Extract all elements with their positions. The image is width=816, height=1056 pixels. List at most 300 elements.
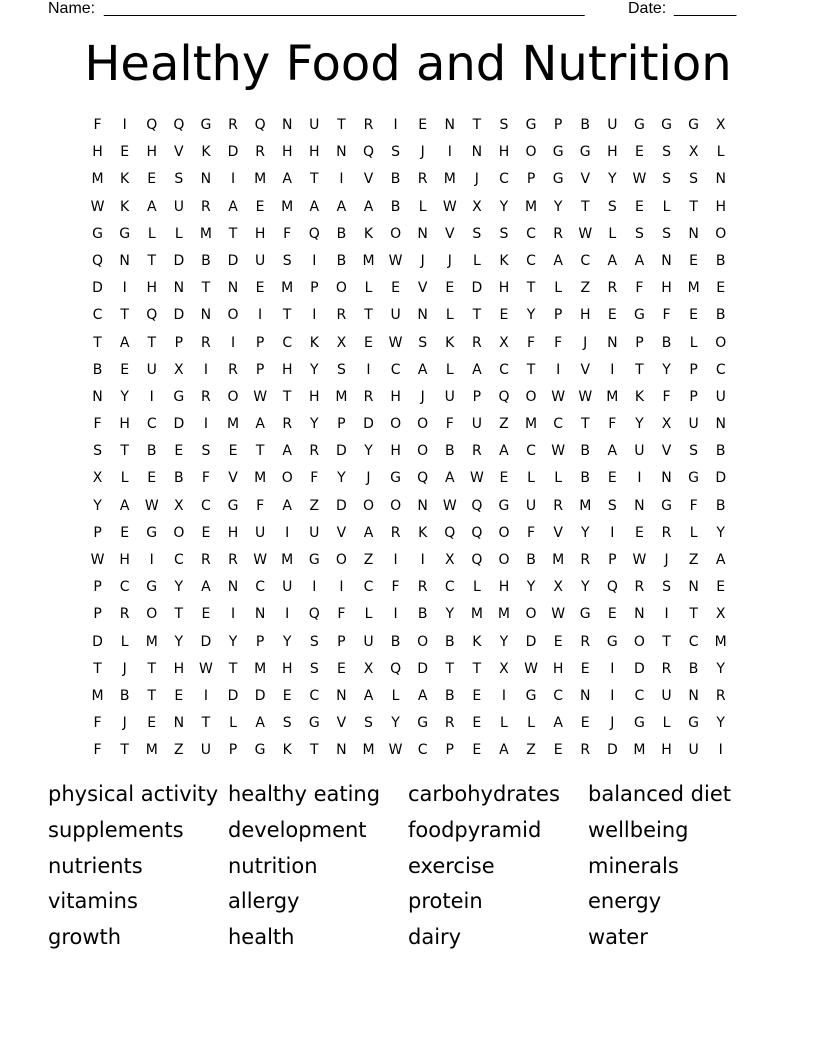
grid-letter: G bbox=[579, 144, 591, 161]
grid-letter: L bbox=[608, 225, 617, 242]
grid-letter: H bbox=[661, 742, 672, 759]
grid-letter: E bbox=[553, 633, 563, 650]
grid-letter: T bbox=[526, 361, 536, 378]
grid-letter: X bbox=[174, 497, 184, 514]
grid-letter: S bbox=[418, 334, 428, 351]
grid-letter: D bbox=[525, 633, 537, 650]
grid-letter: N bbox=[715, 416, 726, 433]
grid-letter: I bbox=[366, 361, 371, 378]
grid-letter: W bbox=[388, 252, 403, 269]
grid-letter: A bbox=[282, 497, 292, 514]
grid-letter: R bbox=[471, 334, 482, 351]
grid-letter: F bbox=[310, 470, 319, 487]
grid-letter: K bbox=[201, 144, 211, 161]
grid-letter: T bbox=[228, 660, 238, 677]
grid-letter: H bbox=[119, 552, 130, 568]
grid-letter: C bbox=[282, 334, 293, 351]
word-list-item: wellbeing bbox=[588, 817, 689, 842]
grid-letter: I bbox=[393, 606, 398, 623]
grid-letter: C bbox=[499, 361, 509, 378]
grid-letter: F bbox=[283, 225, 292, 242]
grid-letter: A bbox=[499, 742, 509, 759]
grid-letter: B bbox=[715, 307, 726, 324]
grid-letter: W bbox=[578, 225, 593, 242]
grid-letter: B bbox=[444, 443, 455, 460]
grid-letter: L bbox=[472, 579, 481, 596]
grid-letter: O bbox=[390, 497, 402, 514]
grid-letter: U bbox=[282, 579, 293, 596]
grid-letter: E bbox=[607, 470, 617, 487]
grid-letter: L bbox=[716, 144, 725, 161]
grid-letter: N bbox=[227, 579, 239, 596]
grid-letter: H bbox=[227, 524, 239, 541]
grid-letter: B bbox=[715, 497, 726, 514]
grid-letter: Y bbox=[282, 633, 292, 650]
grid-letter: T bbox=[635, 361, 644, 378]
grid-letter: T bbox=[337, 117, 346, 133]
word-list-item: water bbox=[588, 925, 648, 950]
grid-letter: R bbox=[363, 117, 374, 133]
grid-letter: O bbox=[525, 388, 537, 405]
grid-letter: W bbox=[442, 198, 457, 215]
word-list-item: health bbox=[228, 925, 295, 950]
grid-letter: Y bbox=[174, 633, 184, 650]
grid-letter: C bbox=[526, 225, 536, 242]
grid-letter: I bbox=[203, 361, 208, 378]
grid-letter: U bbox=[254, 524, 266, 541]
grid-letter: O bbox=[390, 416, 402, 433]
grid-letter: K bbox=[282, 742, 292, 759]
grid-letter: A bbox=[363, 524, 374, 541]
grid-letter: I bbox=[312, 252, 317, 269]
grid-letter: L bbox=[527, 715, 535, 732]
grid-letter: F bbox=[337, 606, 346, 623]
grid-letter: D bbox=[336, 497, 347, 514]
grid-letter: I bbox=[393, 117, 398, 133]
grid-letter: S bbox=[309, 633, 319, 650]
grid-letter: R bbox=[715, 687, 726, 704]
grid-letter: E bbox=[445, 280, 455, 297]
grid-letter: L bbox=[147, 225, 156, 242]
grid-letter: U bbox=[525, 497, 537, 514]
grid-letter: N bbox=[254, 606, 266, 623]
grid-letter: J bbox=[447, 252, 452, 269]
grid-letter: N bbox=[173, 715, 185, 732]
grid-letter: I bbox=[393, 552, 398, 568]
grid-letter: Q bbox=[498, 388, 510, 405]
grid-letter: M bbox=[633, 742, 646, 759]
grid-letter: B bbox=[580, 117, 591, 133]
grid-letter: Y bbox=[310, 361, 319, 378]
grid-letter: Y bbox=[526, 579, 536, 596]
grid-letter: M bbox=[145, 633, 158, 650]
grid-letter: I bbox=[230, 334, 236, 351]
grid-letter: A bbox=[499, 443, 509, 460]
grid-letter: Z bbox=[174, 742, 184, 759]
grid-letter: S bbox=[499, 117, 509, 133]
grid-letter: A bbox=[146, 198, 157, 215]
grid-letter: H bbox=[281, 144, 293, 161]
grid-letter: T bbox=[310, 171, 319, 188]
grid-letter: G bbox=[200, 117, 212, 133]
grid-letter: V bbox=[336, 524, 347, 541]
grid-letter: E bbox=[472, 715, 482, 732]
grid-letter: A bbox=[715, 552, 726, 568]
grid-letter: G bbox=[688, 470, 700, 487]
grid-letter: T bbox=[580, 416, 590, 433]
grid-letter: M bbox=[281, 280, 294, 297]
grid-letter: R bbox=[580, 552, 591, 568]
grid-letter: M bbox=[497, 606, 510, 623]
grid-letter: M bbox=[470, 606, 483, 623]
grid-letter: B bbox=[174, 470, 184, 487]
grid-letter: I bbox=[610, 687, 615, 704]
grid-letter: S bbox=[364, 715, 373, 732]
word-list-item: balanced diet bbox=[588, 782, 732, 806]
grid-letter: C bbox=[255, 579, 265, 596]
grid-letter: X bbox=[363, 660, 374, 677]
grid-letter: M bbox=[281, 198, 294, 215]
grid-letter: S bbox=[499, 225, 509, 242]
grid-letter: T bbox=[662, 633, 671, 650]
grid-letter: T bbox=[228, 225, 238, 242]
grid-letter: U bbox=[444, 388, 455, 405]
grid-letter: I bbox=[285, 524, 290, 541]
grid-letter: S bbox=[662, 579, 671, 596]
grid-letter: T bbox=[689, 606, 698, 623]
grid-letter: M bbox=[226, 416, 240, 433]
grid-letter: H bbox=[661, 280, 672, 297]
grid-letter: Z bbox=[688, 552, 699, 568]
grid-letter: B bbox=[119, 687, 130, 704]
grid-letter: S bbox=[174, 171, 184, 188]
grid-letter: C bbox=[715, 361, 726, 378]
grid-letter: L bbox=[500, 715, 508, 732]
grid-letter: I bbox=[420, 552, 425, 568]
grid-letter: O bbox=[390, 225, 402, 242]
grid-letter: N bbox=[417, 307, 428, 324]
grid-letter: B bbox=[146, 443, 157, 460]
grid-letter: D bbox=[173, 307, 185, 324]
grid-letter: A bbox=[634, 252, 645, 269]
word-list-item: allergy bbox=[228, 889, 300, 914]
grid-letter: G bbox=[254, 742, 266, 759]
grid-letter: T bbox=[282, 307, 292, 324]
grid-letter: R bbox=[607, 280, 618, 297]
grid-letter: Y bbox=[337, 470, 346, 487]
word-list-item: minerals bbox=[588, 853, 679, 878]
grid-letter: J bbox=[122, 660, 127, 677]
grid-letter: D bbox=[336, 443, 347, 460]
grid-letter: Q bbox=[444, 524, 456, 541]
grid-letter: E bbox=[391, 280, 400, 297]
grid-letter: A bbox=[282, 171, 292, 188]
grid-letter: E bbox=[499, 307, 509, 324]
grid-letter: H bbox=[498, 579, 510, 596]
grid-letter: M bbox=[145, 742, 158, 759]
grid-letter: G bbox=[661, 497, 672, 514]
grid-letter: I bbox=[122, 280, 127, 297]
grid-letter: O bbox=[715, 334, 727, 351]
grid-letter: Q bbox=[606, 579, 618, 596]
grid-letter: M bbox=[606, 388, 619, 405]
grid-letter: D bbox=[471, 280, 483, 297]
grid-letter: N bbox=[336, 742, 347, 759]
page-title: Healthy Food and Nutrition bbox=[84, 36, 732, 92]
grid-letter: S bbox=[662, 225, 671, 242]
grid-letter: M bbox=[579, 497, 592, 514]
grid-letter: A bbox=[309, 198, 320, 215]
grid-letter: I bbox=[610, 524, 615, 541]
grid-letter: T bbox=[310, 742, 319, 759]
grid-letter: P bbox=[689, 388, 698, 405]
grid-letter: G bbox=[552, 171, 564, 188]
grid-letter: G bbox=[688, 117, 700, 133]
grid-letter: V bbox=[553, 524, 563, 541]
grid-letter: U bbox=[309, 117, 320, 133]
grid-letter: C bbox=[580, 252, 591, 269]
grid-letter: E bbox=[282, 687, 292, 704]
grid-letter: T bbox=[445, 660, 455, 677]
grid-letter: K bbox=[120, 171, 130, 188]
grid-letter: R bbox=[228, 361, 238, 378]
grid-letter: W bbox=[90, 198, 105, 215]
grid-letter: D bbox=[92, 280, 103, 297]
grid-letter: Y bbox=[635, 416, 644, 433]
grid-letter: Q bbox=[471, 497, 483, 514]
grid-letter: I bbox=[339, 579, 344, 596]
grid-letter: H bbox=[173, 660, 185, 677]
grid-letter: E bbox=[716, 280, 726, 297]
grid-letter: W bbox=[144, 497, 159, 514]
grid-letter: W bbox=[632, 552, 647, 568]
grid-letter: C bbox=[526, 252, 536, 269]
grid-letter: P bbox=[608, 552, 617, 568]
grid-letter: E bbox=[472, 742, 482, 759]
grid-letter: R bbox=[661, 524, 672, 541]
grid-letter: Z bbox=[526, 742, 536, 759]
grid-letter: L bbox=[364, 280, 373, 297]
word-list-item: physical activity bbox=[48, 782, 219, 806]
grid-letter: O bbox=[525, 606, 537, 623]
grid-letter: Y bbox=[120, 388, 129, 405]
grid-letter: C bbox=[417, 742, 428, 759]
grid-letter: E bbox=[174, 443, 184, 460]
grid-letter: T bbox=[147, 687, 157, 704]
grid-letter: M bbox=[91, 687, 104, 704]
grid-letter: W bbox=[578, 388, 593, 405]
grid-letter: R bbox=[282, 416, 293, 433]
grid-letter: U bbox=[173, 198, 184, 215]
grid-letter: G bbox=[525, 687, 537, 704]
word-list-item: nutrients bbox=[48, 853, 143, 878]
grid-letter: N bbox=[688, 225, 699, 242]
grid-letter: I bbox=[149, 552, 154, 568]
grid-letter: A bbox=[228, 198, 238, 215]
grid-letter: T bbox=[174, 606, 184, 623]
grid-letter: F bbox=[201, 470, 210, 487]
grid-letter: H bbox=[579, 307, 591, 324]
grid-letter: G bbox=[173, 388, 185, 405]
grid-letter: R bbox=[471, 443, 482, 460]
grid-letter: L bbox=[174, 225, 183, 242]
grid-letter: O bbox=[417, 416, 429, 433]
grid-letter: L bbox=[689, 524, 698, 541]
grid-letter: R bbox=[255, 144, 265, 161]
grid-letter: X bbox=[553, 579, 563, 596]
grid-letter: R bbox=[661, 660, 672, 677]
grid-letter: G bbox=[661, 117, 672, 133]
grid-letter: E bbox=[607, 606, 617, 623]
grid-letter: E bbox=[689, 252, 699, 269]
grid-letter: T bbox=[472, 117, 482, 133]
grid-letter: N bbox=[661, 252, 672, 269]
grid-letter: E bbox=[120, 144, 130, 161]
grid-letter: J bbox=[583, 334, 588, 351]
grid-letter: O bbox=[498, 524, 510, 541]
grid-letter: N bbox=[715, 171, 726, 188]
grid-letter: V bbox=[228, 470, 238, 487]
grid-letter: D bbox=[715, 470, 727, 487]
grid-letter: B bbox=[444, 687, 455, 704]
grid-letter: O bbox=[227, 388, 239, 405]
grid-letter: P bbox=[93, 606, 102, 623]
grid-letter: H bbox=[281, 361, 293, 378]
grid-letter: N bbox=[200, 171, 212, 188]
grid-letter: P bbox=[553, 307, 563, 324]
grid-letter: S bbox=[282, 252, 292, 269]
grid-letter: U bbox=[607, 117, 618, 133]
grid-letter: S bbox=[689, 171, 699, 188]
grid-letter: X bbox=[499, 660, 509, 677]
grid-letter: Y bbox=[608, 171, 617, 188]
grid-letter: O bbox=[715, 225, 727, 242]
grid-letter: C bbox=[92, 307, 103, 324]
grid-letter: G bbox=[525, 117, 537, 133]
grid-letter: D bbox=[606, 742, 618, 759]
grid-letter: C bbox=[526, 443, 536, 460]
grid-letter: N bbox=[471, 144, 483, 161]
grid-letter: A bbox=[472, 361, 482, 378]
grid-letter: F bbox=[554, 334, 563, 351]
grid-letter: E bbox=[418, 117, 428, 133]
grid-letter: M bbox=[714, 633, 727, 650]
grid-letter: I bbox=[610, 361, 615, 378]
grid-letter: Q bbox=[390, 660, 402, 677]
grid-letter: Y bbox=[716, 715, 725, 732]
grid-letter: N bbox=[281, 117, 293, 133]
grid-letter: A bbox=[607, 443, 618, 460]
grid-letter: A bbox=[553, 252, 563, 269]
grid-letter: H bbox=[390, 388, 401, 405]
grid-letter: E bbox=[634, 144, 644, 161]
grid-letter: Y bbox=[391, 715, 400, 732]
grid-letter: E bbox=[364, 334, 373, 351]
grid-letter: F bbox=[527, 524, 536, 541]
grid-letter: U bbox=[688, 742, 699, 759]
grid-letter: Q bbox=[146, 117, 158, 133]
grid-letter: T bbox=[93, 334, 102, 351]
grid-letter: P bbox=[526, 171, 536, 188]
grid-letter: X bbox=[472, 198, 482, 215]
grid-letter: E bbox=[255, 280, 265, 297]
grid-letter: P bbox=[472, 388, 482, 405]
grid-letter: R bbox=[417, 171, 428, 188]
grid-letter: I bbox=[312, 307, 317, 324]
grid-letter: N bbox=[227, 280, 239, 297]
grid-letter: Q bbox=[254, 117, 266, 133]
grid-letter: I bbox=[447, 144, 452, 161]
grid-letter: G bbox=[417, 715, 429, 732]
word-list-item: vitamins bbox=[48, 889, 138, 914]
grid-letter: E bbox=[201, 524, 211, 541]
grid-letter: L bbox=[445, 361, 454, 378]
grid-letter: I bbox=[664, 606, 669, 623]
grid-letter: A bbox=[417, 687, 428, 704]
grid-letter: E bbox=[553, 742, 563, 759]
word-list-item: energy bbox=[588, 889, 662, 914]
grid-letter: B bbox=[390, 171, 401, 188]
grid-letter: U bbox=[390, 307, 401, 324]
grid-letter: M bbox=[443, 171, 456, 188]
grid-letter: G bbox=[633, 117, 645, 133]
grid-letter: S bbox=[607, 198, 617, 215]
grid-letter: S bbox=[689, 443, 699, 460]
grid-letter: D bbox=[254, 687, 266, 704]
grid-letter: M bbox=[552, 552, 565, 568]
grid-letter: F bbox=[256, 497, 265, 514]
grid-letter: H bbox=[552, 660, 564, 677]
date-label: Date: bbox=[628, 0, 667, 17]
grid-letter: P bbox=[255, 334, 265, 351]
grid-letter: B bbox=[715, 252, 726, 269]
grid-letter: I bbox=[556, 361, 561, 378]
grid-letter: M bbox=[362, 742, 375, 759]
grid-letter: Z bbox=[499, 416, 509, 433]
word-list-item: nutrition bbox=[228, 853, 318, 878]
grid-letter: H bbox=[498, 280, 510, 297]
grid-letter: R bbox=[228, 117, 238, 133]
grid-letter: S bbox=[336, 361, 346, 378]
grid-letter: Q bbox=[417, 470, 429, 487]
grid-letter: B bbox=[417, 606, 428, 623]
grid-letter: Y bbox=[553, 198, 563, 215]
grid-letter: S bbox=[282, 715, 292, 732]
grid-letter: P bbox=[255, 633, 265, 650]
grid-letter: L bbox=[662, 715, 671, 732]
grid-letter: U bbox=[146, 361, 157, 378]
grid-letter: V bbox=[336, 715, 347, 732]
grid-letter: H bbox=[254, 225, 266, 242]
grid-letter: M bbox=[525, 198, 538, 215]
grid-letter: I bbox=[501, 687, 507, 704]
grid-letter: T bbox=[201, 715, 211, 732]
grid-letter: G bbox=[633, 307, 645, 324]
grid-letter: Y bbox=[662, 361, 671, 378]
grid-letter: E bbox=[147, 715, 157, 732]
date-blank: _______ bbox=[674, 0, 737, 17]
grid-letter: Q bbox=[362, 144, 374, 161]
grid-letter: W bbox=[551, 388, 566, 405]
grid-letter: E bbox=[472, 687, 482, 704]
grid-letter: M bbox=[91, 171, 104, 188]
grid-letter: A bbox=[201, 579, 211, 596]
grid-letter: N bbox=[417, 225, 428, 242]
grid-letter: I bbox=[610, 660, 615, 677]
grid-letter: U bbox=[661, 687, 672, 704]
grid-letter: P bbox=[553, 117, 563, 133]
grid-letter: G bbox=[579, 606, 591, 623]
